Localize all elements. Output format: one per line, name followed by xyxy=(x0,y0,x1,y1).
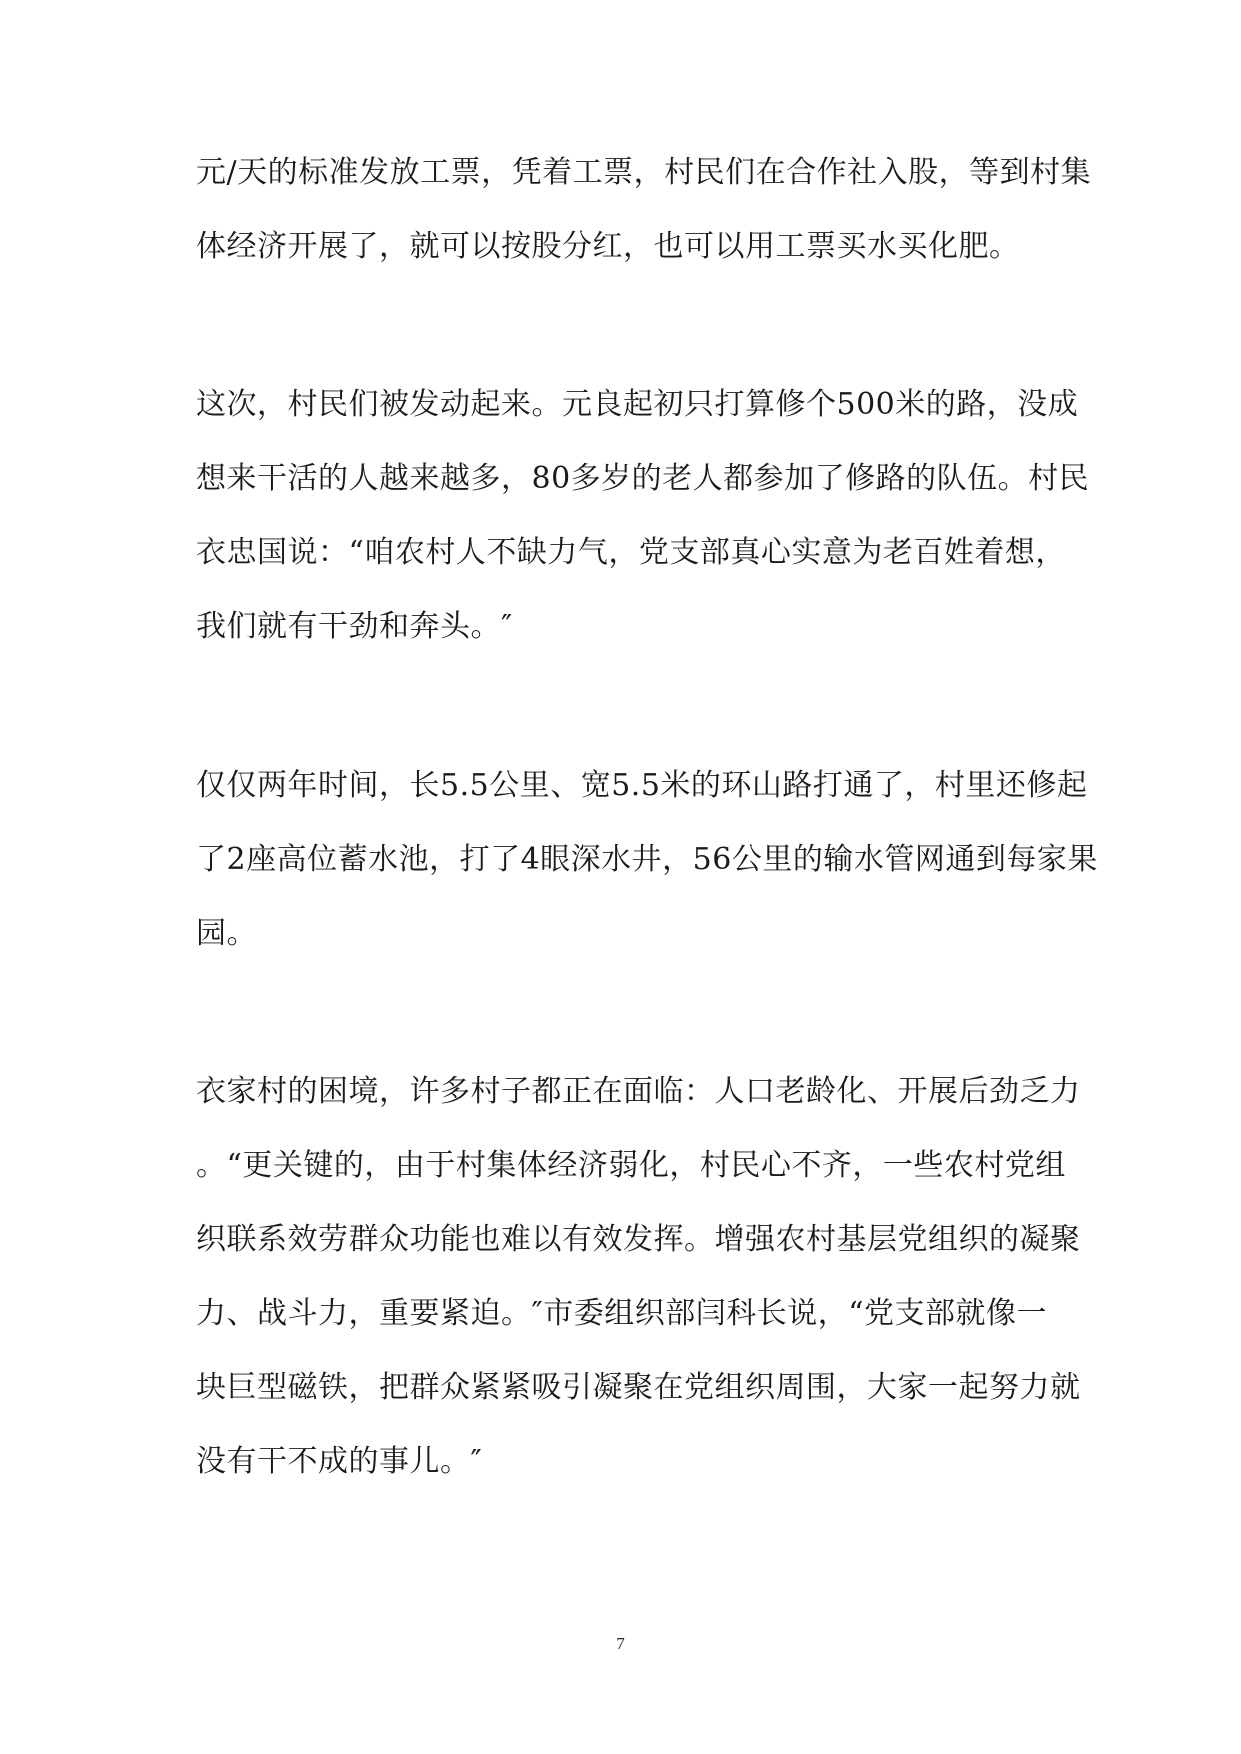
text-line: 了2座高位蓄水池，打了4眼深水井，56公里的输水管网通到每家果 xyxy=(196,842,1098,877)
text-line: 这次，村民们被发动起来。元良起初只打算修个500米的路，没成 xyxy=(196,387,1079,422)
text-line: 。“更关键的，由于村集体经济弱化，村民心不齐，一些农村党组 xyxy=(196,1148,1066,1183)
text-line: 仅仅两年时间，长5.5公里、宽5.5米的环山路打通了，村里还修起 xyxy=(196,768,1088,803)
text-line: 我们就有干劲和奔头。″ xyxy=(196,609,513,644)
text-line: 衣忠国说：“咱农村人不缺力气，党支部真心实意为老百姓着想， xyxy=(196,535,1066,570)
text-line: 块巨型磁铁，把群众紧紧吸引凝聚在党组织周围，大家一起努力就 xyxy=(196,1370,1081,1405)
text-line: 织联系效劳群众功能也难以有效发挥。增强农村基层党组织的凝聚 xyxy=(196,1222,1081,1257)
page-number: 7 xyxy=(616,1634,625,1653)
text-line: 没有干不成的事儿。″ xyxy=(196,1444,483,1479)
text-line: 力、战斗力，重要紧迫。″市委组织部闫科长说，“党支部就像一 xyxy=(196,1296,1048,1331)
text-line: 衣家村的困境，许多村子都正在面临：人口老龄化、开展后劲乏力 xyxy=(196,1074,1081,1109)
text-line: 想来干活的人越来越多，80多岁的老人都参加了修路的队伍。村民 xyxy=(196,461,1090,496)
text-line: 元/天的标准发放工票，凭着工票，村民们在合作社入股，等到村集 xyxy=(196,155,1092,190)
text-line: 园。 xyxy=(196,916,257,951)
text-line: 体经济开展了，就可以按股分红，也可以用工票买水买化肥。 xyxy=(196,229,1020,264)
